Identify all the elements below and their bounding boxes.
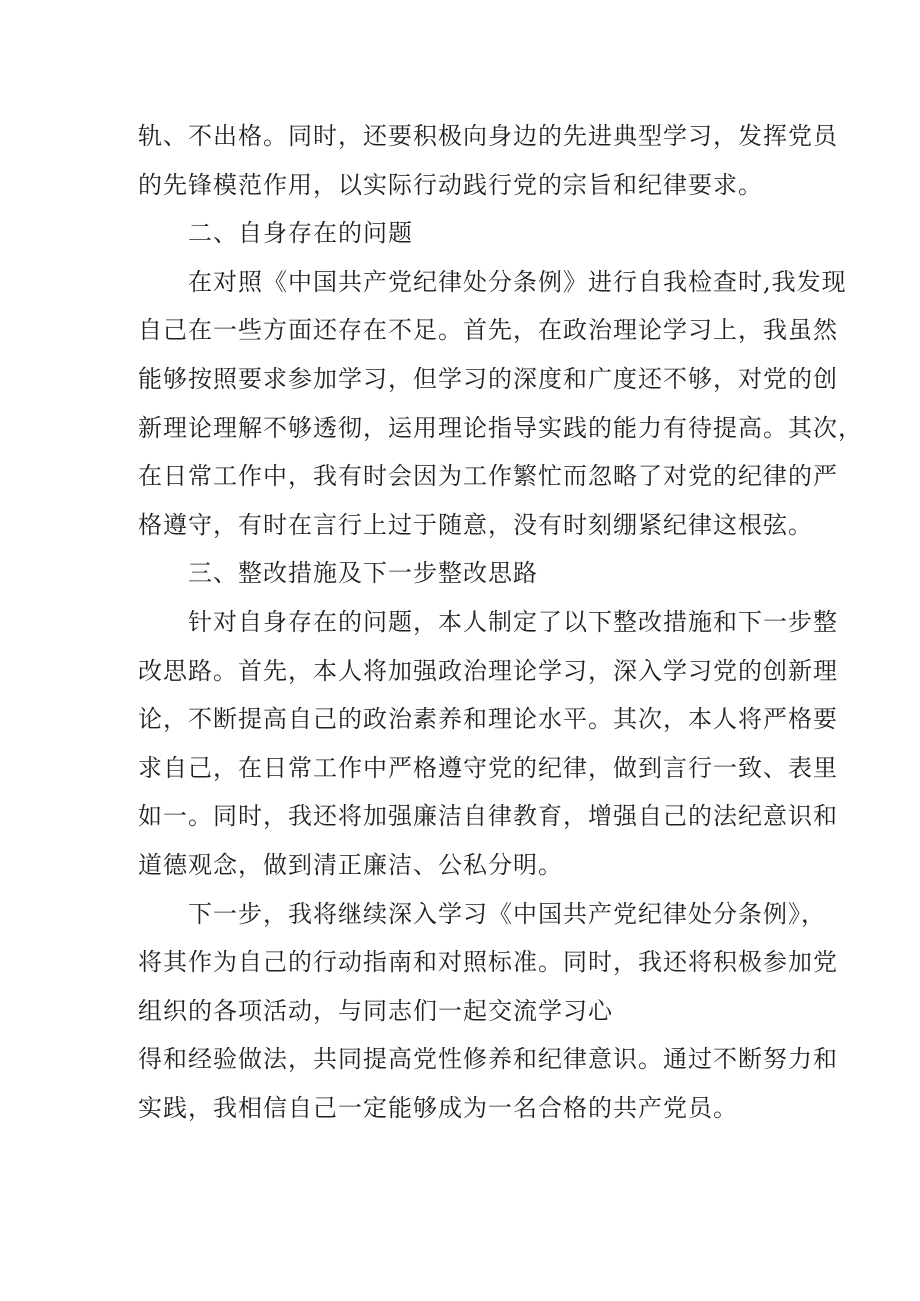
text-line: 得和经验做法，共同提高党性修养和纪律意识。通过不断努力和 xyxy=(138,1045,838,1074)
section-heading: 三、整改措施及下一步整改思路 xyxy=(188,559,538,588)
text-line: 改思路。首先，本人将加强政治理论学习，深入学习党的创新理 xyxy=(138,656,838,685)
text-line: 道德观念，做到清正廉洁、公私分明。 xyxy=(138,850,563,879)
text-line: 能够按照要求参加学习，但学习的深度和广度还不够，对党的创 xyxy=(138,364,838,393)
text-line: 在日常工作中，我有时会因为工作繁忙而忽略了对党的纪律的严 xyxy=(138,462,838,491)
text-line: 论，不断提高自己的政治素养和理论水平。其次，本人将严格要 xyxy=(138,705,838,734)
text-line: 将其作为自己的行动指南和对照标准。同时，我还将积极参加党 xyxy=(138,948,838,977)
text-line: 自己在一些方面还存在不足。首先，在政治理论学习上，我虽然 xyxy=(138,316,838,345)
text-line: 求自己，在日常工作中严格遵守党的纪律，做到言行一致、表里 xyxy=(138,753,838,782)
text-line: 针对自身存在的问题，本人制定了以下整改措施和下一步整 xyxy=(188,607,838,636)
text-line: 新理论理解不够透彻，运用理论指导实践的能力有待提高。其次， xyxy=(138,413,863,442)
text-line: 下一步，我将继续深入学习《中国共产党纪律处分条例》， xyxy=(188,899,826,928)
text-line: 格遵守，有时在言行上过于随意，没有时刻绷紧纪律这根弦。 xyxy=(138,510,813,539)
document-body xyxy=(138,112,863,1132)
text-line: 的先锋模范作用，以实际行动践行党的宗旨和纪律要求。 xyxy=(138,170,763,199)
text-line: 组织的各项活动，与同志们一起交流学习心 xyxy=(138,996,613,1025)
text-line: 如一。同时，我还将加强廉洁自律教育，增强自己的法纪意识和 xyxy=(138,802,838,831)
section-heading: 二、自身存在的问题 xyxy=(188,219,413,248)
text-line: 在对照《中国共产党纪律处分条例》进行自我检查时,我发现 xyxy=(188,267,847,296)
text-line: 轨、不出格。同时，还要积极向身边的先进典型学习，发挥党员 xyxy=(138,122,838,150)
text-line: 实践，我相信自己一定能够成为一名合格的共产党员。 xyxy=(138,1093,738,1122)
